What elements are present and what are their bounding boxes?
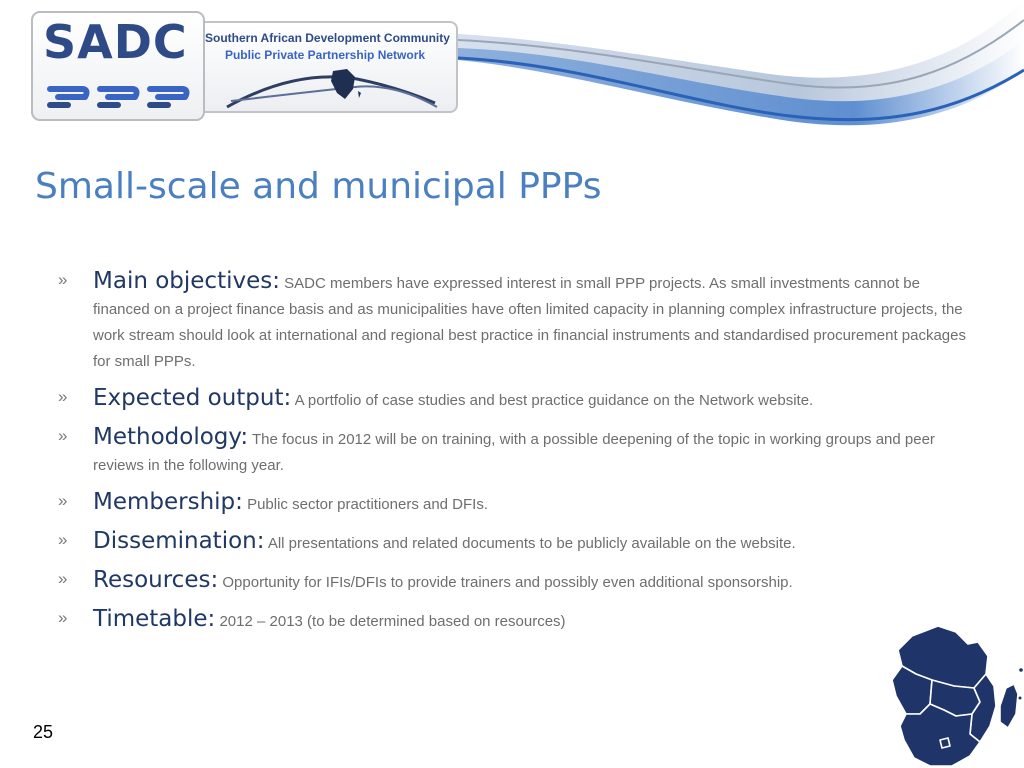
item-text: A portfolio of case studies and best practice guidance on the Network website.: [294, 392, 814, 409]
ppp-logo-icon: [46, 81, 196, 111]
list-item: [58, 567, 973, 596]
africa-globe-icon: [225, 63, 440, 111]
network-banner: [205, 21, 458, 113]
list-item: [58, 606, 973, 635]
item-text: All presentations and related documents to be publicly available on the website.: [267, 535, 796, 552]
list-item: [58, 489, 973, 518]
bullet-marker: »: [58, 491, 68, 510]
bullet-marker: »: [58, 530, 68, 549]
item-heading: Main objectives:: [93, 268, 280, 294]
item-heading: Methodology:: [93, 424, 249, 450]
banner-community-name: Southern African Development Community: [205, 31, 450, 45]
slide-number: 25: [33, 722, 54, 742]
objectives-list: [58, 268, 973, 645]
list-item: [58, 528, 973, 557]
list-item: [58, 424, 973, 479]
bullet-marker: »: [58, 270, 68, 289]
list-item: [58, 268, 973, 375]
bullet-marker: »: [58, 387, 68, 406]
banner-network-name: Public Private Partnership Network: [224, 48, 426, 62]
bullet-marker: »: [58, 426, 68, 445]
item-heading: Timetable:: [93, 606, 216, 632]
list-item: [58, 385, 973, 414]
bullet-marker: »: [58, 569, 68, 588]
sadc-logo: [31, 11, 205, 121]
item-text: Opportunity for IFIs/DFIs to provide trainers and possibly even additional sponsorship.: [222, 574, 793, 591]
header-swoosh-decoration: [440, 0, 1024, 140]
item-text: 2012 – 2013 (to be determined based on resources): [219, 613, 566, 630]
logo-sadc-text: SADC: [43, 15, 188, 69]
item-heading: Membership:: [93, 489, 243, 515]
bullet-marker: »: [58, 608, 68, 627]
item-heading: Dissemination:: [93, 528, 265, 554]
item-heading: Resources:: [93, 567, 219, 593]
item-text: The focus in 2012 will be on training, with a possible deepening of the topic in working groups and peer reviews in the following year.: [93, 431, 935, 474]
slide-title: Small-scale and municipal PPPs: [35, 166, 602, 207]
southern-africa-map-icon: [882, 622, 1024, 768]
item-heading: Expected output:: [93, 385, 292, 411]
item-text: Public sector practitioners and DFIs.: [247, 496, 489, 513]
item-text: SADC members have expressed interest in small PPP projects. As small investments cannot be financed on a project finance basis and as municipalities have often limited capacity in planning complex infrastructure projects, the work stream should look at international and regional best practice in financial instruments and standardised procurement packages for small PPPs.: [93, 275, 966, 370]
